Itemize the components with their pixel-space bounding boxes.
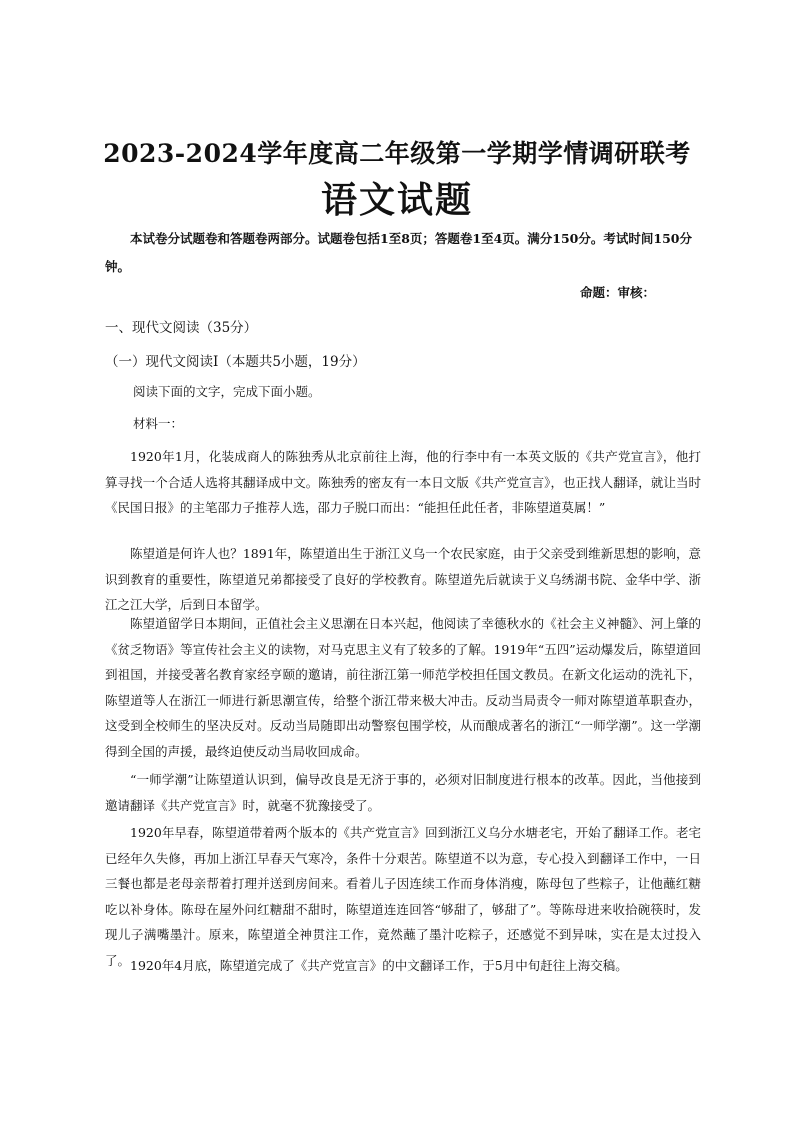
reading-instruction: 阅读下面的文字，完成下面小题。: [133, 384, 321, 399]
paragraph-6: 1920年4月底，陈望道完成了《共产党宣言》的中文翻译工作，于5月中旬赶往上海交稿。: [130, 958, 628, 973]
section-subheading: （一）现代文阅读Ⅰ（本题共5小题，19分）: [105, 354, 366, 370]
material-label: 材料一：: [133, 416, 184, 431]
subject-title: 语文试题: [320, 179, 473, 221]
paragraph-5: 1920年早春，陈望道带着两个版本的《共产党宣言》回到浙江义乌分水塘老宅，开始了翻译工作。老宅已经年久失修，再加上浙江早春天气寒冷，条件十分艰苦。陈望道不以为意，专心投入到翻译工作中，一日三餐也都是老母亲帮着打理并送到房间来。看着儿子因连续工作而身体消瘦，陈母包了些粽子，让他蘸红糖吃以补身体。陈母在屋外问红糖甜不甜时，陈望道连连回答“够甜了，够甜了”。等陈母进来收拾碗筷时，发现儿子满嘴墨汁。原来，陈望道全神贯注工作，竟然蘸了墨汁吃粽子，还感觉不到异味，实在是太过投入了。: [105, 825, 701, 968]
paragraph-3: 陈望道留学日本期间，正值社会主义思潮在日本兴起，他阅读了幸德秋水的《社会主义神髓》、河上肇的《贫乏物语》等宣传社会主义的读物，对马克思主义有了较多的了解。1919年“五四”运动爆发后，陈望道回到祖国，并接受著名教育家经亨颐的邀请，前往浙江第一师范学校担任国文教员。在新文化运动的洗礼下，陈望道等人在浙江一师进行新思潮宣传，给整个浙江带来极大冲击。反动当局责令一师对陈望道革职查办，这受到全校师生的坚决反对。反动当局随即出动警察包围学校，从而酿成著名的浙江“一师学潮”。这一学潮得到全国的声援，最终迫使反动当局收回成命。: [105, 616, 701, 759]
paragraph-2: 陈望道是何许人也？1891年，陈望道出生于浙江义乌一个农民家庭，由于父亲受到维新思想的影响，意识到教育的重要性，陈望道兄弟都接受了良好的学校教育。陈望道先后就读于义乌绣湖书院、金华中学、浙江之江大学，后到日本留学。: [105, 546, 701, 612]
setter-reviewer-line: 命题：审核：: [580, 285, 656, 300]
paragraph-1: 1920年1月，化装成商人的陈独秀从北京前往上海，他的行李中有一本英文版的《共产党宣言》，他打算寻找一个合适人选将其翻译成中文。陈独秀的密友有一本日文版《共产党宣言》，也正找人翻译，就让当时《民国日报》的主笔邵力子推荐人选，邵力子脱口而出：“能担任此任者，非陈望道莫属！”: [105, 449, 701, 515]
exam-notice: 本试卷分试题卷和答题卷两部分。试题卷包括1至8页；答题卷1至4页。满分150分。考试时间150分钟。: [105, 231, 692, 274]
exam-title: 2023-2024学年度高二年级第一学期学情调研联考: [103, 139, 691, 168]
section-heading: 一、现代文阅读（35分）: [105, 320, 258, 336]
paragraph-4: “一师学潮”让陈望道认识到，偏导改良是无济于事的，必须对旧制度进行根本的改革。因此，当他接到邀请翻译《共产党宣言》时，就毫不犹豫接受了。: [105, 772, 701, 813]
